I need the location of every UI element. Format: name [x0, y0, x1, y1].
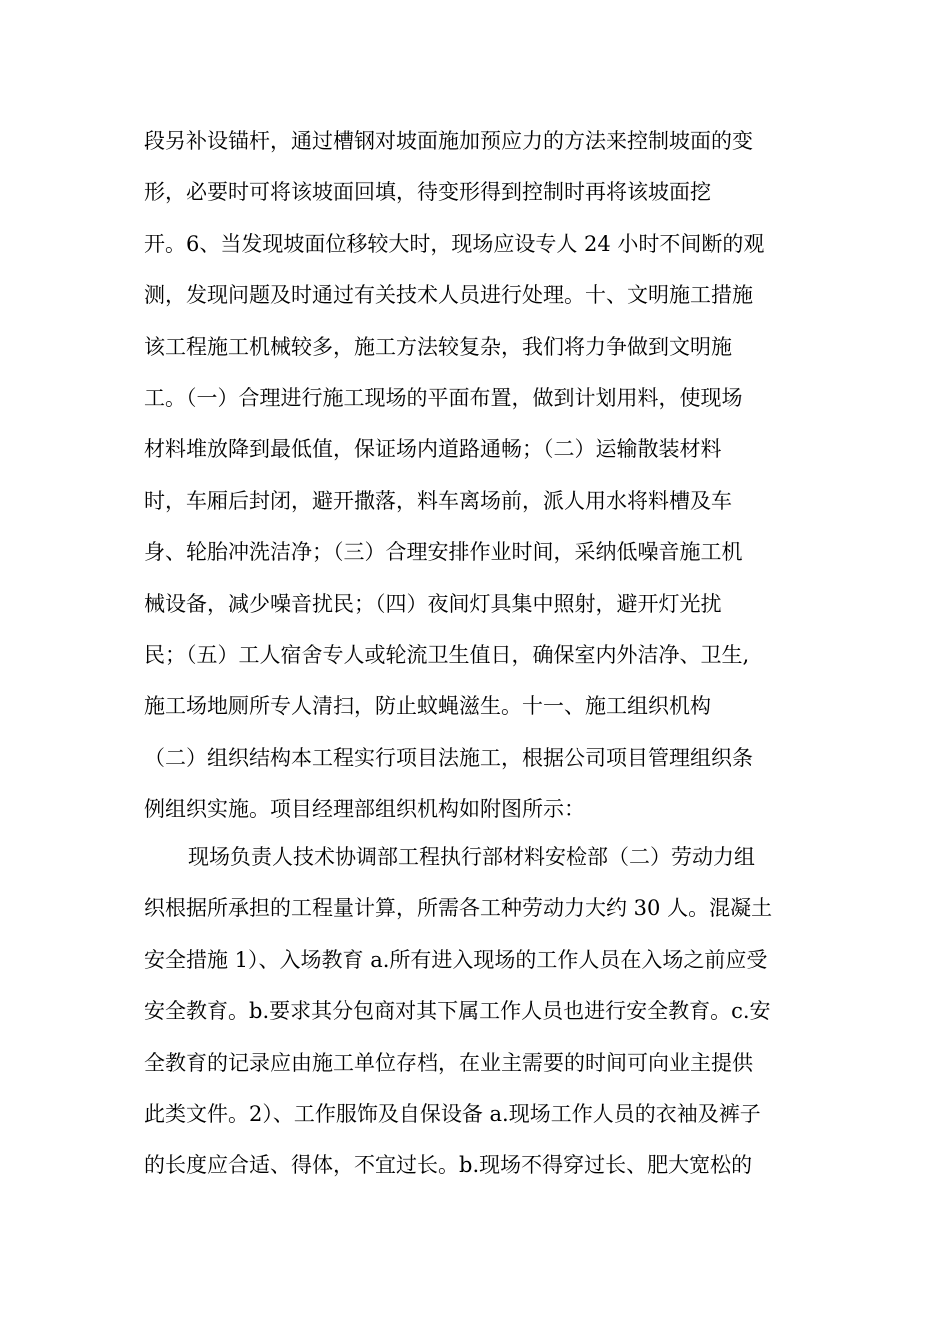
text-line: 该工程施工机械较多，施工方法较复杂，我们将力争做到文明施 — [144, 334, 732, 359]
text-line: 材料堆放降到最低值，保证场内道路通畅；（二）运输散装材料 — [144, 437, 722, 462]
text-line: 施工场地厕所专人清扫，防止蚊蝇滋生。十一、施工组织机构 — [144, 694, 711, 719]
text-line: 测，发现问题及时通过有关技术人员进行处理。十、文明施工措施 — [144, 283, 753, 308]
paragraph-2 — [144, 832, 814, 1192]
text-line: 例组织实施。项目经理部组织机构如附图所示： — [144, 797, 585, 822]
text-line: 的长度应合适、得体，不宜过长。b.现场不得穿过长、肥大宽松的 — [144, 1153, 753, 1178]
text-line: 身、轮胎冲洗洁净；（三）合理安排作业时间，采纳低噪音施工机 — [144, 540, 743, 565]
text-line: 械设备，减少噪音扰民；（四）夜间灯具集中照射，避开灯光扰 — [144, 591, 722, 616]
text-line: 安全教育。b.要求其分包商对其下属工作人员也进行安全教育。c.安 — [144, 999, 771, 1024]
text-line: 安全措施 1）、入场教育 a.所有进入现场的工作人员在入场之前应受 — [144, 947, 768, 972]
text-line: 开。6、当发现坡面位移较大时，现场应设专人 24 小时不间断的观 — [144, 231, 765, 256]
paragraph-1 — [144, 116, 814, 835]
text-line: 此类文件。2）、工作服饰及自保设备 a.现场工作人员的衣袖及裤子 — [144, 1101, 761, 1126]
text-line: 工。（一）合理进行施工现场的平面布置，做到计划用料，使现场 — [144, 385, 743, 410]
text-line: 民；（五）工人宿舍专人或轮流卫生值日，确保室内外洁净、卫生, — [144, 642, 750, 667]
text-line: 织根据所承担的工程量计算，所需各工种劳动力大约 30 人。混凝土 — [144, 896, 773, 921]
text-line: 时，车厢后封闭，避开撒落，料车离场前，派人用水将料槽及车 — [144, 488, 732, 513]
text-line: 段另补设锚杆，通过槽钢对坡面施加预应力的方法来控制坡面的变 — [144, 129, 753, 153]
text-line: （二）组织结构本工程实行项目法施工，根据公司项目管理组织条 — [144, 745, 753, 770]
text-line: 现场负责人技术协调部工程执行部材料安检部（二）劳动力组 — [188, 845, 755, 869]
text-line: 全教育的记录应由施工单位存档，在业主需要的时间可向业主提供 — [144, 1050, 753, 1075]
text-line: 形，必要时可将该坡面回填，待变形得到控制时再将该坡面挖 — [144, 180, 711, 205]
